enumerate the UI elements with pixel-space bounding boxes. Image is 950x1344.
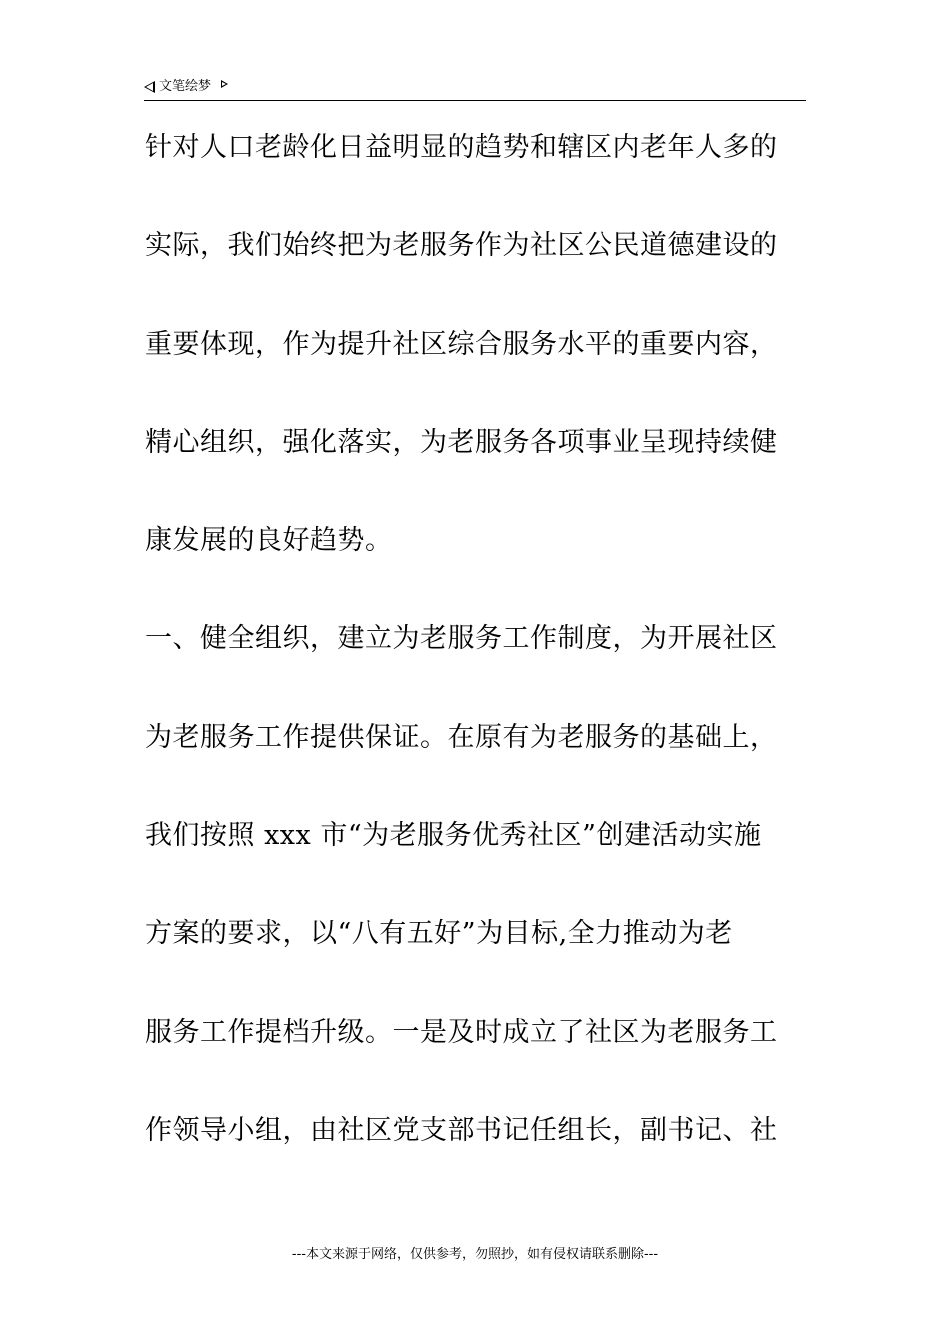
triangle-right-icon: [221, 80, 228, 88]
text-line: 为老服务工作提供保证。在原有为老服务的基础上，: [145, 721, 778, 753]
text-line: 重要体现，作为提升社区综合服务水平的重要内容，: [145, 328, 778, 360]
text-line: 服务工作提档升级。一是及时成立了社区为老服务工: [145, 1016, 778, 1048]
text-line: 方案的要求，以“八有五好”为目标,全力推动为老: [145, 918, 733, 950]
page-footer: ---本文来源于网络，仅供参考，勿照抄，如有侵权请联系删除---: [291, 1247, 659, 1262]
text-line: 我们按照 xxx 市“为老服务优秀社区”创建活动实施: [145, 820, 762, 852]
text-line: 精心组织，强化落实，为老服务各项事业呈现持续健: [145, 426, 778, 458]
text-line: 一、健全组织，建立为老服务工作制度，为开展社区: [145, 623, 778, 655]
text-line: 针对人口老龄化日益明显的趋势和辖区内老年人多的: [145, 132, 778, 163]
triangle-left-icon: [144, 81, 155, 93]
page-header: [144, 74, 806, 101]
text-line: 实际，我们始终把为老服务作为社区公民道德建设的: [145, 230, 778, 262]
text-line: 作领导小组，由社区党支部书记任组长，副书记、社: [145, 1114, 778, 1146]
document-body: [145, 128, 815, 1209]
text-line: 康发展的良好趋势。: [145, 525, 393, 557]
header-title: 文笔绘梦: [159, 79, 212, 94]
